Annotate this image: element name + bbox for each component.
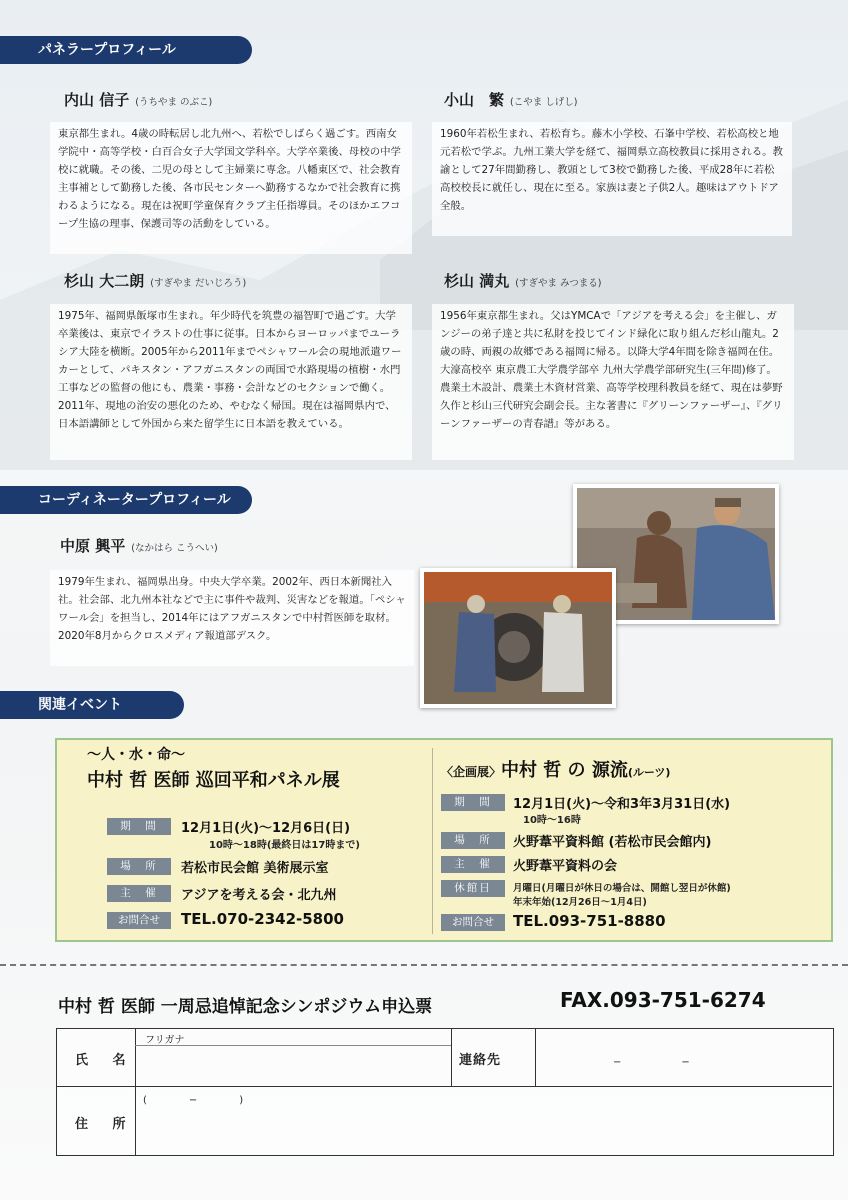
panelist-4-name xyxy=(444,270,601,291)
form-furigana-label: フリガナ xyxy=(145,1035,185,1046)
application-form xyxy=(56,1028,834,1156)
panelist-2-bio: 1960年若松生まれ、若松育ち。藤木小学校、石峯中学校、若松高校と地元若松で学ぶ。九州工業大学を経て、福岡県立高校教員に採用される。教諭として27年間勤務し、教頭として3校で勤務した後、平成28年に若松高校校長に就任し、現在に至る。家族は妻と子供2人。趣味はアウトドア全般。 xyxy=(432,122,792,236)
panelist-2-name xyxy=(444,89,577,110)
coordinator-name-text: 中原 興平 xyxy=(60,537,126,555)
event1-contact-label: お問合せ xyxy=(107,912,171,929)
event2-contact[interactable]: TEL.093-751-8880 xyxy=(513,912,666,930)
event1-tagline: 〜人・水・命〜 xyxy=(87,747,185,763)
event1-place-label: 場 所 xyxy=(107,858,171,875)
events-divider xyxy=(432,748,433,934)
panelist-3-name xyxy=(64,270,246,291)
cut-line xyxy=(0,964,848,966)
coordinator-bio: 1979年生まれ、福岡県出身。中央大学卒業。2002年、西日本新聞社入社。社会部、北九州本社などで主に事件や裁判、災害などを報道。「ペシャワール会」を担当し、2014年にはアフガニスタンで中村哲医師を取材。2020年8月からクロスメディア報道部デスク。 xyxy=(50,570,414,666)
panelist-4-bio: 1956年東京都生まれ。父はYMCAで「アジアを考える会」を主催し、ガンジーの弟子達と共に私財を投じてインド緑化に取り組んだ杉山龍丸。2歳の時、両親の故郷である福岡に帰る。以降大学4年間を除き福岡在住。大濠高校卒 東京農工大学農学部卒 九州大学農学部研究生(三年間)修了。農業土木設計、農業土木資材営業、高等学校理科教員を経て、現在は夢野久作と杉山三代研究会副会長。主な著書に『グリーンファーザー』、『グリーンファーザーの青春譜』等がある。 xyxy=(432,304,794,460)
event2-prefix: 〈企画展〉 xyxy=(441,765,502,779)
event1-contact[interactable]: TEL.070-2342-5800 xyxy=(181,910,344,928)
form-contact-left-divider xyxy=(451,1029,452,1086)
event2-host-label: 主 催 xyxy=(441,856,505,873)
photo-workers-excavator xyxy=(420,568,616,708)
panelist-4-kana: (すぎやま みつまる) xyxy=(515,278,602,289)
form-title: 中村 哲 医師 一周忌追悼記念シンポジウム申込票 xyxy=(58,997,433,1017)
event1-hours: 10時〜18時(最終日は17時まで) xyxy=(209,840,360,851)
event1-title: 中村 哲 医師 巡回平和パネル展 xyxy=(87,770,340,791)
event2-period: 12月1日(火)〜令和3年3月31日(水) xyxy=(513,797,731,812)
form-name-input[interactable] xyxy=(137,1047,449,1084)
event2-header xyxy=(441,756,670,782)
coordinator-name xyxy=(60,535,218,556)
panelist-2-name-text: 小山 繁 xyxy=(444,91,505,109)
coordinator-profile-heading: コーディネータープロフィール xyxy=(0,486,252,514)
panelist-1-bio: 東京都生まれ。4歳の時転居し北九州へ、若松でしばらく過ごす。西南女学院中・高等学校・白百合女子大学国文学科卒。大学卒業後、母校の中学校に就職。その後、二児の母として主婦業に専念。八幡東区で、社会教育主事補として勤務した後、各市民センターへ勤務するなかで社会教育に携わるようになる。現在は祝町学童保育クラブ主任指導員。そのほかエフコープ生協の理事、保護司等の活動をしている。 xyxy=(50,122,412,254)
event1-period-label: 期 間 xyxy=(107,818,171,835)
form-row-divider xyxy=(57,1086,832,1087)
related-events-heading: 関連イベント xyxy=(0,691,184,719)
form-address-input[interactable] xyxy=(137,1107,829,1153)
panelist-1-name xyxy=(64,89,212,110)
panelist-3-name-text: 杉山 大二朗 xyxy=(64,272,145,290)
panelist-profile-heading: パネラープロフィール xyxy=(0,36,252,64)
panelist-3-kana: (すぎやま だいじろう) xyxy=(150,278,247,289)
event2-ruby: (ルーツ) xyxy=(627,766,671,779)
event2-host: 火野葦平資料の会 xyxy=(513,859,618,874)
photo-workers-excavator-image xyxy=(424,572,612,704)
event2-place: 火野葦平資料館 (若松市民会館内) xyxy=(513,835,712,850)
event2-period-label: 期 間 xyxy=(441,794,505,811)
event2-closed-label: 休館日 xyxy=(441,880,505,897)
event2-hours: 10時〜16時 xyxy=(523,815,581,826)
form-name-label: 氏 名 xyxy=(75,1053,136,1068)
form-label-divider xyxy=(135,1029,136,1155)
coordinator-kana: (なかはら こうへい) xyxy=(131,543,218,554)
event1-place: 若松市民会館 美術展示室 xyxy=(181,861,329,876)
form-postal-input[interactable]: ( − ) xyxy=(143,1095,247,1106)
panelist-1-name-text: 内山 信子 xyxy=(64,91,130,109)
panelist-3-bio: 1975年、福岡県飯塚市生まれ。年少時代を筑豊の福智町で過ごす。大学卒業後は、東京でイラストの仕事に従事。日本からヨーロッパまでユーラシア大陸を横断。2005年から2011年までペシャワール会の現地派遣ワーカーとして、パキスタン・アフガニスタンの両国で水路現場の植樹・水門工事などの監督の他にも、農業・事務・会計などのセクションで働く。2011年、現地の治安の悪化のため、やむなく帰国。現在は福岡県内で、日本語講師として外国から来た留学生に日本語を教えている。 xyxy=(50,304,412,460)
form-fax[interactable]: FAX.093-751-6274 xyxy=(560,988,766,1012)
form-address-label: 住 所 xyxy=(75,1117,136,1132)
form-contact-label: 連絡先 xyxy=(459,1053,502,1068)
event1-period: 12月1日(火)〜12月6日(日) xyxy=(181,821,351,836)
event2-contact-label: お問合せ xyxy=(441,914,505,931)
event2-place-label: 場 所 xyxy=(441,832,505,849)
panelist-2-kana: (こやま しげし) xyxy=(510,97,578,108)
event2-closed-2: 年末年始(12月26日〜1月4日) xyxy=(513,897,647,908)
event2-title: 中村 哲 の 源流 xyxy=(501,760,628,781)
event1-host-label: 主 催 xyxy=(107,885,171,902)
event2-closed-1: 月曜日(月曜日が休日の場合は、開館し翌日が休館) xyxy=(513,883,731,894)
form-phone-input[interactable]: − − xyxy=(613,1057,694,1068)
form-contact-right-divider xyxy=(535,1029,536,1086)
panelist-4-name-text: 杉山 満丸 xyxy=(444,272,510,290)
events-box xyxy=(55,738,833,942)
event1-host: アジアを考える会・北九州 xyxy=(181,888,337,903)
panelist-1-kana: (うちやま のぶこ) xyxy=(135,97,213,108)
